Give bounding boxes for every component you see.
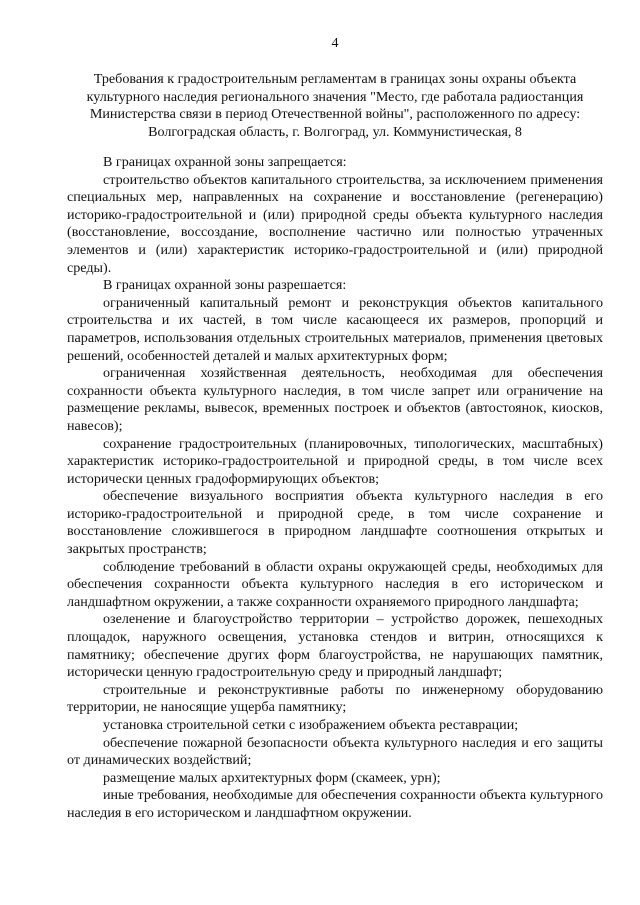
document-title: Требования к градостроительным регламентам в границах зоны охраны объекта культурного наследия регионального значения "Место, где работала радиостанция Министерства связи в период Отечественной войны", расположенного по адресу: Волгоградская область, г. Волгоград, ул. Коммунистическая, 8 [86,71,584,140]
paragraph: сохранение градостроительных (планировочных, типологических, масштабных) характеристик историко-градостроительной и природной среды, в том числе всех исторически ценных градоформирующих объектов; [67,435,603,487]
paragraph: строительство объектов капитального строительства, за исключением применения специальных мер, направленных на сохранение и восстановление (регенерацию) историко-градостроительной и (или) природной среды объекта культурного наследия (восстановление, воссоздание, восполнение частично или полностью утраченных элементов и (или) характеристик историко-градостроительной и (или) природной среды). [67,171,603,276]
paragraph: размещение малых архитектурных форм (скамеек, урн); [103,769,441,786]
document-body [67,154,603,823]
paragraph: обеспечение пожарной безопасности объекта культурного наследия и его защиты от динамических воздействий; [67,734,603,769]
paragraph: установка строительной сетки с изображением объекта реставрации; [103,717,519,733]
paragraph: обеспечение визуального восприятия объекта культурного наследия в его историко-градостроительной и природной среде, в том числе сохранение и восстановление сложившегося в природном ландшафте соотношения открытых и закрытых пространств; [67,488,603,558]
paragraph: соблюдение требований в области охраны окружающей среды, необходимых для обеспечения сохранности объекта культурного наследия в его историческом и ландшафтном окружении, а также сохранности охраняемого природного ландшафта; [67,558,603,610]
page-number: 4 [331,36,339,51]
paragraph: строительные и реконструктивные работы по инженерному оборудованию территории, не наносящие ущерба памятнику; [67,681,603,716]
paragraph: ограниченный капитальный ремонт и реконструкция объектов капитального строительства и их частей, в том числе касающееся их размеров, пропорций и параметров, использования отдельных строительных материалов, применения цветовых решений, особенностей деталей и малых архитектурных форм; [67,294,603,364]
paragraph: В границах охранной зоны запрещается: [103,154,347,170]
paragraph: озеленение и благоустройство территории – устройство дорожек, пешеходных площадок, наружного освещения, установка стендов и витрин, относящихся к памятнику; обеспечение других форм благоустройства, не нарушающих памятник, исторически ценную градостроительную среду и природный ландшафт; [67,611,603,681]
paragraph: иные требования, необходимые для обеспечения сохранности объекта культурного наследия в его историческом и ландшафтном окружении. [67,787,603,821]
paragraph: ограниченная хозяйственная деятельность, необходимая для обеспечения сохранности объекта культурного наследия, в том числе запрет или ограничение на размещение рекламы, вывесок, временных построек и объектов (автостоянок, киосков, навесов); [67,365,603,434]
paragraph: В границах охранной зоны разрешается: [103,277,347,294]
document-page [67,0,603,905]
